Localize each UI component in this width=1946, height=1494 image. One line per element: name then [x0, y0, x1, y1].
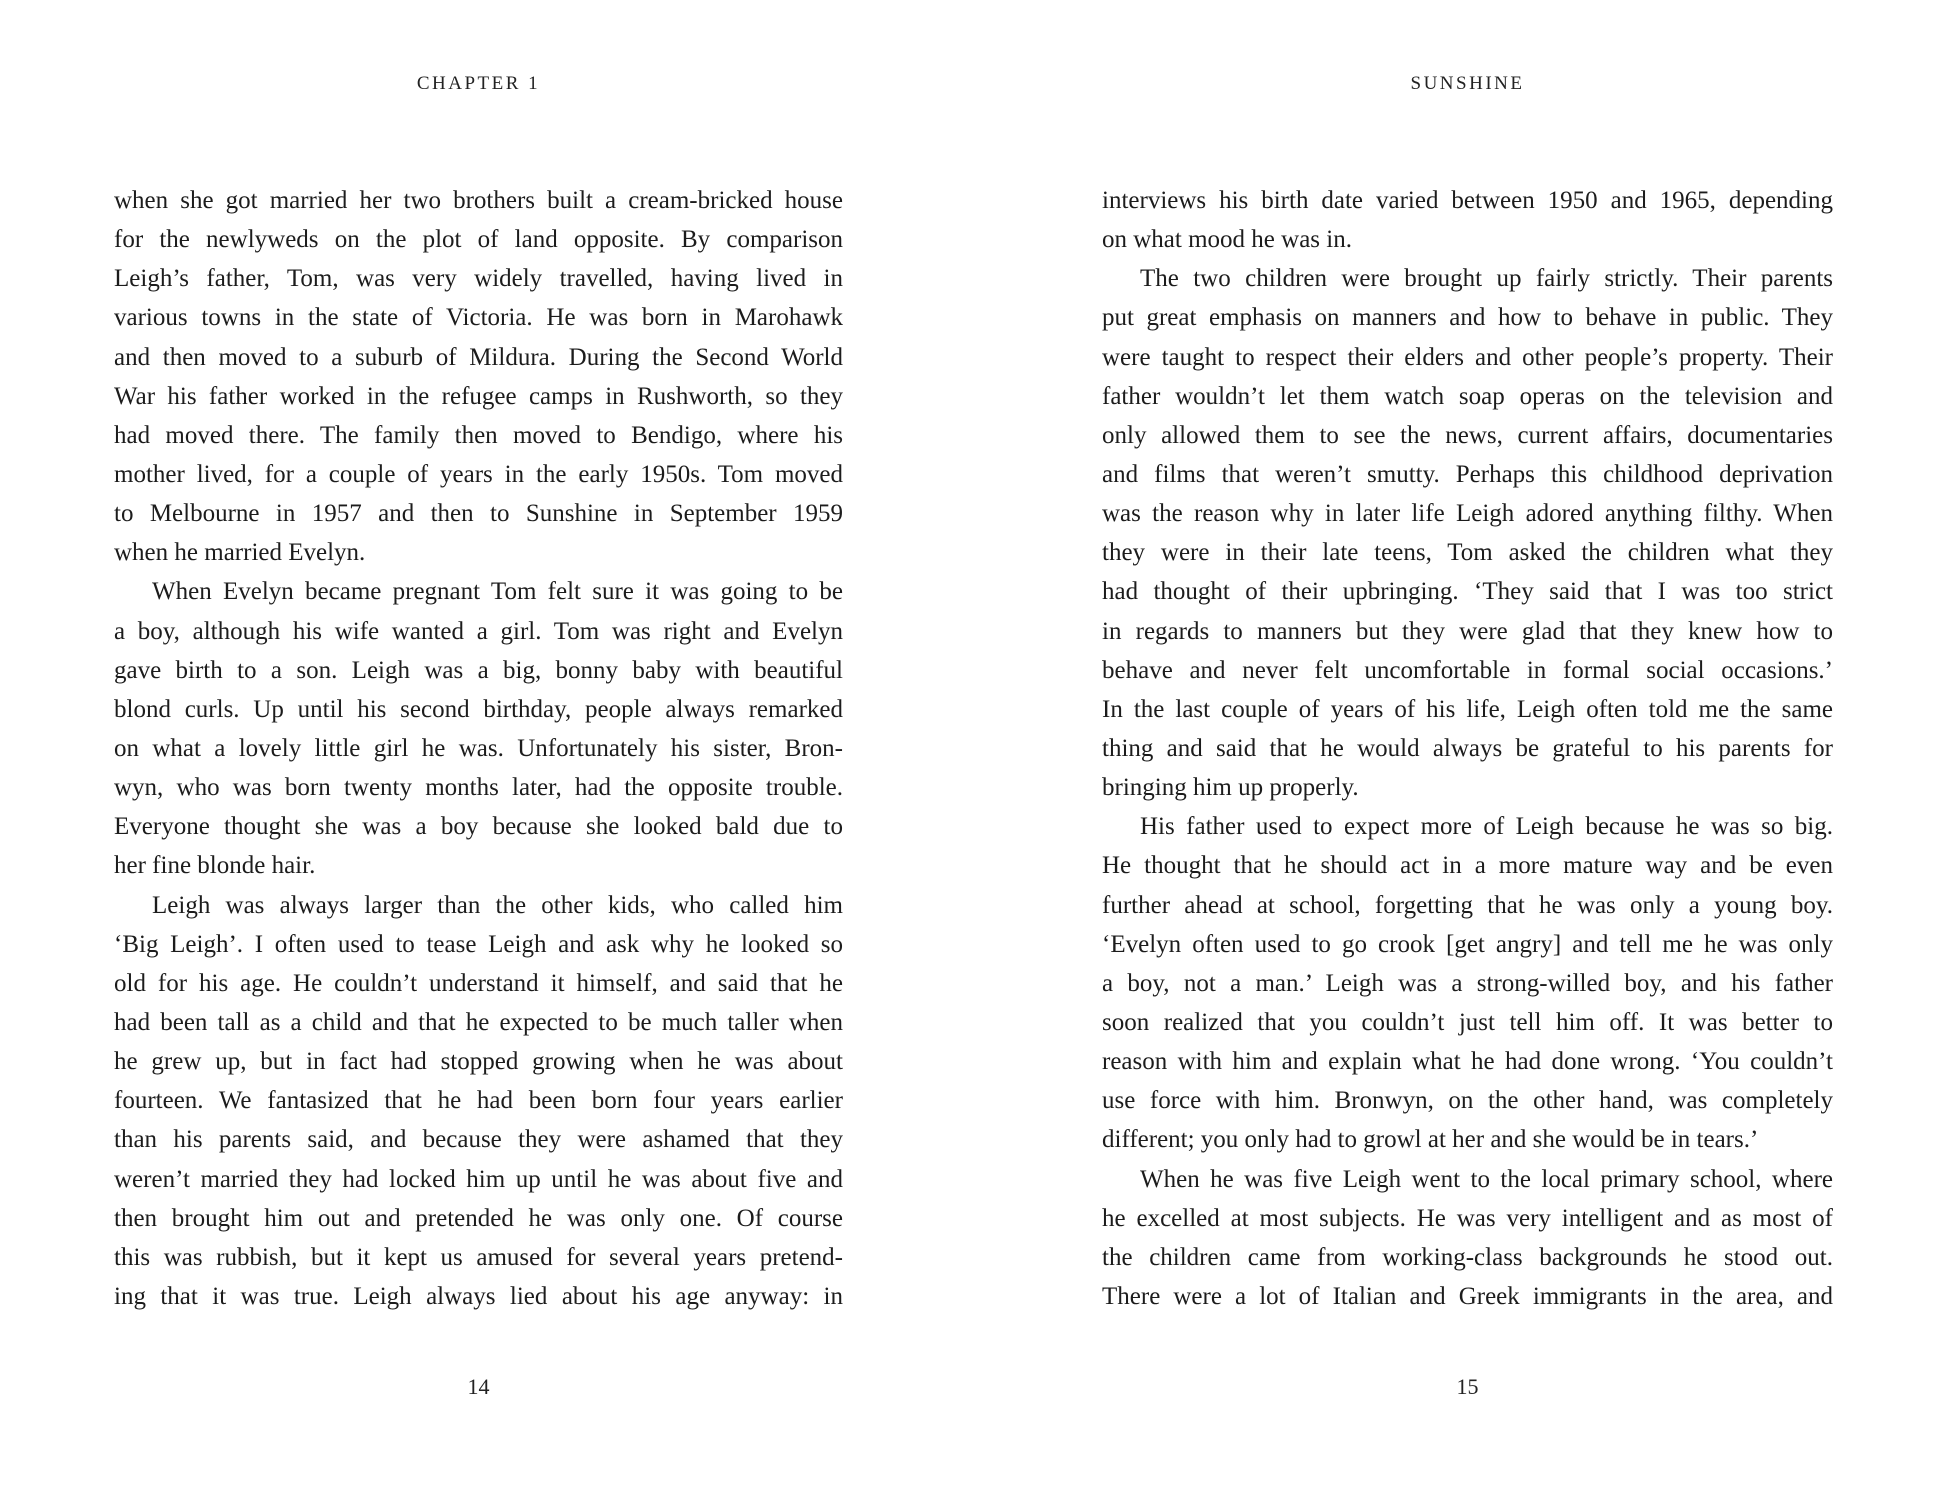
text-line-content: thing and said that he would always be grateful to his parents for: [1102, 734, 1833, 762]
text-line-content: When he was five Leigh went to the local primary school, where: [1140, 1165, 1833, 1193]
text-line-content: blond curls. Up until his second birthday, people always remarked: [114, 695, 843, 723]
text-line-content: had been tall as a child and that he expected to be much taller when: [114, 1008, 843, 1036]
text-line: [114, 1003, 843, 1042]
text-line-content: In the last couple of years of his life, Leigh often told me the same: [1102, 695, 1833, 723]
text-line: [114, 377, 843, 416]
text-line: [114, 494, 843, 533]
body-text-right: [1102, 181, 1833, 1316]
text-line-content: wyn, who was born twenty months later, had the opposite trouble.: [114, 774, 843, 802]
text-line: [1102, 807, 1833, 846]
text-line-content: ‘Big Leigh’. I often used to tease Leigh and ask why he looked so: [114, 930, 843, 958]
text-line: [114, 533, 843, 572]
page-number-left: 14: [467, 1374, 490, 1399]
text-line-content: this was rubbish, but it kept us amused for several years pretend-: [114, 1243, 843, 1271]
text-line: [114, 298, 843, 337]
text-line-content: War his father worked in the refugee camps in Rushworth, so they: [114, 382, 843, 410]
text-line-content: His father used to expect more of Leigh because he was so big.: [1140, 813, 1833, 841]
text-line: [1102, 455, 1833, 494]
text-line: [1102, 494, 1833, 533]
text-line-content: use force with him. Bronwyn, on the other hand, was completely: [1102, 1087, 1833, 1115]
text-line: [114, 1042, 843, 1081]
text-line: [114, 886, 843, 925]
text-line-content: When Evelyn became pregnant Tom felt sure it was going to be: [152, 578, 843, 606]
text-line-content: fourteen. We fantasized that he had been born four years earlier: [114, 1087, 843, 1115]
body-text-left: [114, 181, 843, 1316]
text-line: [114, 1199, 843, 1238]
text-line: [1102, 298, 1833, 337]
text-line: [114, 181, 843, 220]
text-line: [114, 964, 843, 1003]
text-line-content: the children came from working-class backgrounds he stood out.: [1102, 1243, 1833, 1271]
running-head-chapter: CHAPTER 1: [416, 73, 541, 94]
text-line-content: for the newlyweds on the plot of land opposite. By comparison: [114, 226, 843, 254]
text-line-content: than his parents said, and because they were ashamed that they: [114, 1126, 843, 1154]
text-line-content: a boy, although his wife wanted a girl. Tom was right and Evelyn: [114, 617, 843, 645]
text-line-content: in regards to manners but they were glad that they knew how to: [1102, 617, 1834, 645]
text-line-content: behave and never felt uncomfortable in formal social occasions.’: [1102, 656, 1834, 684]
text-line: [1102, 964, 1833, 1003]
text-line: [1102, 259, 1833, 298]
text-line: [1102, 729, 1833, 768]
text-line: [1102, 1081, 1833, 1120]
text-line: [1102, 338, 1833, 377]
text-line: [114, 220, 843, 259]
text-line: [1102, 1238, 1833, 1277]
text-line: [1102, 533, 1833, 572]
text-line: [114, 612, 843, 651]
text-line: [114, 651, 843, 690]
text-line: [1102, 220, 1833, 259]
text-line: [1102, 651, 1833, 690]
text-line-content: to Melbourne in 1957 and then to Sunshine in September 1959: [114, 500, 843, 528]
text-line: [1102, 1003, 1833, 1042]
text-line-content: father wouldn’t let them watch soap operas on the television and: [1102, 382, 1833, 410]
text-line: [1102, 572, 1833, 611]
text-line: [114, 1160, 843, 1199]
text-line-content: when she got married her two brothers built a cream-bricked house: [114, 187, 843, 214]
text-line: [114, 259, 843, 298]
text-line: [1102, 886, 1833, 925]
text-line: [114, 572, 843, 611]
text-line: [1102, 768, 1833, 807]
text-line-content: ing that it was true. Leigh always lied about his age anyway: in: [114, 1282, 843, 1310]
text-line: [1102, 1160, 1833, 1199]
text-line: [114, 768, 843, 807]
text-line-content: ‘Evelyn often used to go crook [get angry] and tell me he was only: [1102, 930, 1833, 958]
text-line-content: mother lived, for a couple of years in the early 1950s. Tom moved: [114, 460, 843, 488]
text-line-content: weren’t married they had locked him up until he was about five and: [114, 1165, 843, 1193]
text-line-content: various towns in the state of Victoria. He was born in Marohawk: [114, 304, 843, 332]
text-line-content: had moved there. The family then moved to Bendigo, where his: [114, 421, 843, 449]
text-line: [114, 807, 843, 846]
text-line: [114, 1120, 843, 1159]
text-line: [114, 846, 843, 885]
text-line-content: interviews his birth date varied between 1950 and 1965, depending: [1102, 187, 1833, 214]
text-line-content: put great emphasis on manners and how to behave in public. They: [1102, 304, 1833, 332]
text-line: [114, 1081, 843, 1120]
text-line-content: gave birth to a son. Leigh was a big, bonny baby with beautiful: [114, 656, 843, 684]
text-line: [114, 690, 843, 729]
text-line-content: further ahead at school, forgetting that he was only a young boy.: [1102, 891, 1833, 919]
text-line-content: on what a lovely little girl he was. Unfortunately his sister, Bron-: [114, 734, 843, 762]
text-line: [114, 925, 843, 964]
text-line: [114, 1238, 843, 1277]
left-page: [114, 0, 843, 1494]
text-line-content: only allowed them to see the news, current affairs, documentaries: [1102, 421, 1833, 449]
page-number-right: 15: [1456, 1374, 1479, 1399]
text-line-content: Leigh’s father, Tom, was very widely travelled, having lived in: [114, 265, 843, 293]
text-line: [114, 455, 843, 494]
text-line: [114, 729, 843, 768]
text-line-content: bringing him up properly.: [1102, 774, 1359, 802]
text-line: [114, 1277, 843, 1316]
text-line: [1102, 377, 1833, 416]
text-line: [1102, 416, 1833, 455]
text-line: [1102, 925, 1833, 964]
text-line-content: Leigh was always larger than the other kids, who called him: [152, 891, 844, 919]
text-line-content: they were in their late teens, Tom asked the children what they: [1102, 539, 1833, 567]
text-line: [1102, 690, 1833, 729]
text-line-content: soon realized that you couldn’t just tell him off. It was better to: [1102, 1008, 1833, 1036]
text-line-content: He thought that he should act in a more mature way and be even: [1102, 852, 1833, 880]
text-line-content: Everyone thought she was a boy because she looked bald due to: [114, 813, 843, 841]
text-line-content: when he married Evelyn.: [114, 539, 366, 567]
running-head-title: SUNSHINE: [1410, 73, 1525, 94]
text-line-content: were taught to respect their elders and other people’s property. Their: [1102, 343, 1833, 371]
text-line-content: and then moved to a suburb of Mildura. During the Second World: [114, 343, 843, 371]
text-line-content: different; you only had to growl at her and she would be in tears.’: [1102, 1126, 1759, 1154]
text-line-content: reason with him and explain what he had done wrong. ‘You couldn’t: [1102, 1048, 1833, 1076]
text-line-content: a boy, not a man.’ Leigh was a strong-willed boy, and his father: [1102, 969, 1833, 997]
text-line-content: and films that weren’t smutty. Perhaps this childhood deprivation: [1102, 460, 1833, 488]
text-line: [1102, 1199, 1833, 1238]
text-line: [1102, 612, 1833, 651]
text-line-content: then brought him out and pretended he was only one. Of course: [114, 1204, 843, 1232]
text-line-content: had thought of their upbringing. ‘They said that I was too strict: [1102, 578, 1833, 606]
text-line: [1102, 846, 1833, 885]
text-line-content: There were a lot of Italian and Greek immigrants in the area, and: [1102, 1282, 1833, 1310]
text-line-content: he grew up, but in fact had stopped growing when he was about: [114, 1048, 843, 1076]
text-line-content: was the reason why in later life Leigh adored anything filthy. When: [1102, 500, 1833, 528]
text-line: [1102, 1120, 1833, 1159]
text-line: [1102, 181, 1833, 220]
text-line: [1102, 1277, 1833, 1316]
text-line-content: The two children were brought up fairly strictly. Their parents: [1140, 265, 1833, 293]
right-page: [1102, 0, 1833, 1494]
text-line: [1102, 1042, 1833, 1081]
text-line-content: her fine blonde hair.: [114, 852, 316, 880]
text-line-content: he excelled at most subjects. He was very intelligent and as most of: [1102, 1204, 1834, 1232]
text-line: [114, 416, 843, 455]
text-line-content: old for his age. He couldn’t understand it himself, and said that he: [114, 969, 843, 997]
text-line-content: on what mood he was in.: [1102, 226, 1352, 254]
text-line: [114, 338, 843, 377]
